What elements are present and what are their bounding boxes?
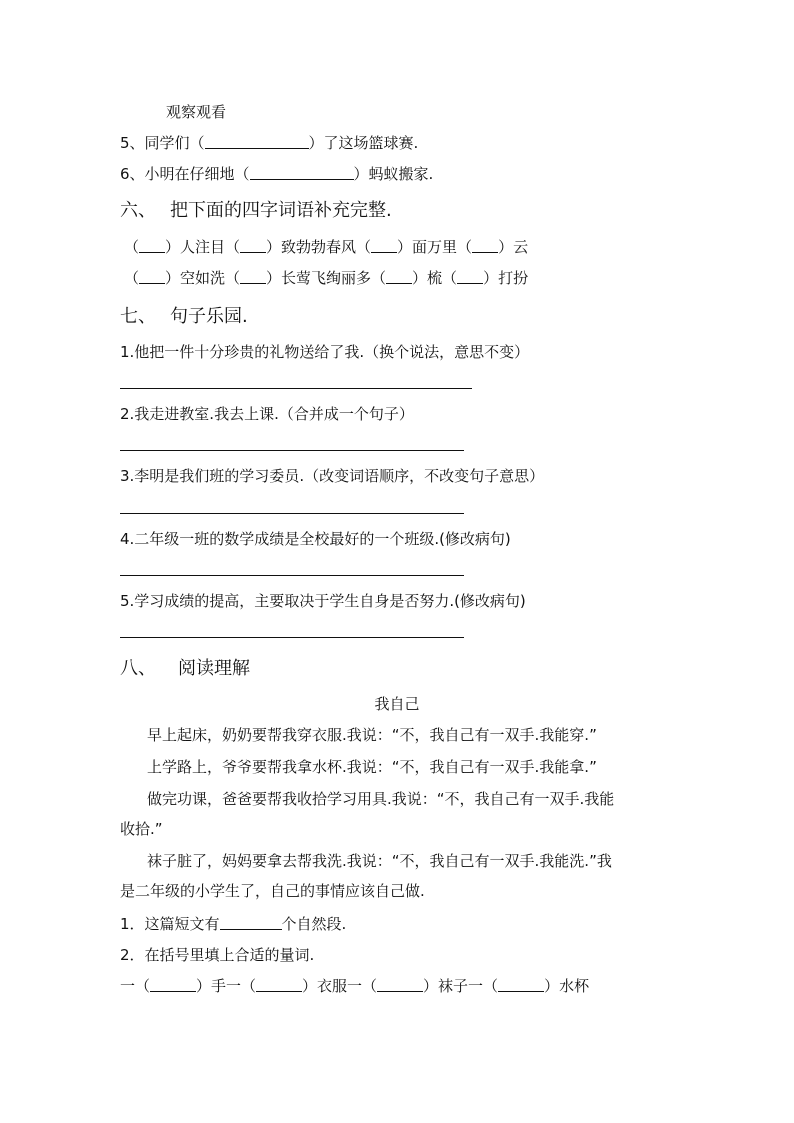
measure-word-row: [120, 976, 589, 996]
sentence-question-1: 1.他把一件十分珍贵的礼物送给了我.（换个说法，意思不变）: [120, 343, 530, 361]
idiom-text: （: [124, 269, 140, 287]
sentence-question-3: 3.李明是我们班的学习委员.（改变词语顺序，不改变句子意思）: [120, 467, 545, 485]
idiom-text: （: [124, 238, 140, 256]
passage-paragraph-4-line-1: 袜子脏了，妈妈要拿去帮我洗.我说：“不，我自己有一双手.我能洗.”我: [147, 852, 612, 870]
idiom-blank[interactable]: [472, 238, 498, 253]
sentence-question-2: 2.我走进教室.我去上课.（合并成一个句子）: [120, 405, 414, 423]
measure-word-blank[interactable]: [150, 977, 196, 992]
idiom-text: ）面万里（: [397, 238, 473, 256]
passage-paragraph-1: 早上起床，奶奶要帮我穿衣服.我说：“不，我自己有一双手.我能穿.”: [147, 726, 597, 744]
measure-word-text: ）水杯: [544, 977, 590, 995]
idiom-row-2: [124, 268, 528, 288]
passage-paragraph-3-line-2: 收拾.”: [120, 820, 163, 838]
idiom-blank[interactable]: [139, 238, 165, 253]
idiom-text: ）致勃勃春风（: [266, 238, 372, 256]
answer-line-2[interactable]: [120, 450, 464, 451]
idiom-blank[interactable]: [457, 269, 483, 284]
section-6-heading: [120, 199, 392, 223]
idiom-row-1: [124, 237, 528, 257]
section-6-number: 六、: [120, 200, 156, 221]
word-pair: 观察观看: [166, 103, 227, 121]
section-7-number: 七、: [120, 306, 156, 327]
answer-line-4[interactable]: [120, 575, 464, 576]
passage-paragraph-2: 上学路上，爷爷要帮我拿水杯.我说：“不，我自己有一双手.我能拿.”: [147, 758, 597, 776]
answer-line-3[interactable]: [120, 513, 464, 514]
idiom-text: ）长莺飞绚丽多（: [266, 269, 387, 287]
section-7-title: 句子乐园.: [170, 306, 248, 327]
idiom-text: ）梳（: [412, 269, 458, 287]
answer-line-5[interactable]: [120, 637, 464, 638]
idiom-text: ）云: [498, 238, 529, 256]
question-6-blank[interactable]: [250, 165, 354, 180]
reading-question-1-text-before: 1．这篇短文有: [120, 915, 220, 933]
question-5-text-after: ）了这场篮球赛.: [308, 134, 419, 152]
idiom-blank[interactable]: [240, 238, 266, 253]
question-6-text-after: ）蚂蚁搬家.: [353, 165, 434, 183]
section-8-heading: [120, 657, 250, 681]
passage-paragraph-4-line-2: 是二年级的小学生了，自己的事情应该自己做.: [120, 882, 425, 900]
section-7-heading: [120, 305, 248, 329]
measure-word-text: ）袜子一（: [423, 977, 499, 995]
measure-word-text: 一（: [120, 977, 151, 995]
answer-line-1[interactable]: [120, 388, 472, 389]
idiom-text: ）人注目（: [165, 238, 241, 256]
question-5-blank[interactable]: [205, 134, 309, 149]
question-6: [120, 164, 433, 184]
measure-word-blank[interactable]: [256, 977, 302, 992]
section-6-title: 把下面的四字词语补充完整.: [170, 200, 392, 221]
section-8-number: 八、: [120, 658, 156, 679]
paragraph-count-blank[interactable]: [220, 915, 282, 930]
idiom-blank[interactable]: [386, 269, 412, 284]
question-6-text-before: 6、小明在仔细地（: [120, 165, 250, 183]
idiom-text: ）打扮: [483, 269, 529, 287]
question-5: [120, 133, 418, 153]
measure-word-blank[interactable]: [377, 977, 423, 992]
reading-question-2: 2．在括号里填上合适的量词.: [120, 946, 315, 964]
reading-question-1-text-after: 个自然段.: [281, 915, 347, 933]
question-5-text-before: 5、同学们（: [120, 134, 205, 152]
passage-title: 我自己: [374, 695, 420, 713]
measure-word-text: ）手一（: [196, 977, 257, 995]
measure-word-text: ）衣服一（: [302, 977, 378, 995]
section-8-title: 阅读理解: [178, 658, 250, 679]
passage-paragraph-3-line-1: 做完功课，爸爸要帮我收拾学习用具.我说：“不，我自己有一双手.我能: [147, 790, 615, 808]
idiom-blank[interactable]: [240, 269, 266, 284]
sentence-question-5: 5.学习成绩的提高，主要取决于学生自身是否努力.(修改病句): [120, 592, 526, 610]
idiom-blank[interactable]: [371, 238, 397, 253]
reading-question-1: [120, 914, 346, 934]
idiom-blank[interactable]: [139, 269, 165, 284]
idiom-text: ）空如洗（: [165, 269, 241, 287]
measure-word-blank[interactable]: [498, 977, 544, 992]
sentence-question-4: 4.二年级一班的数学成绩是全校最好的一个班级.(修改病句): [120, 530, 511, 548]
